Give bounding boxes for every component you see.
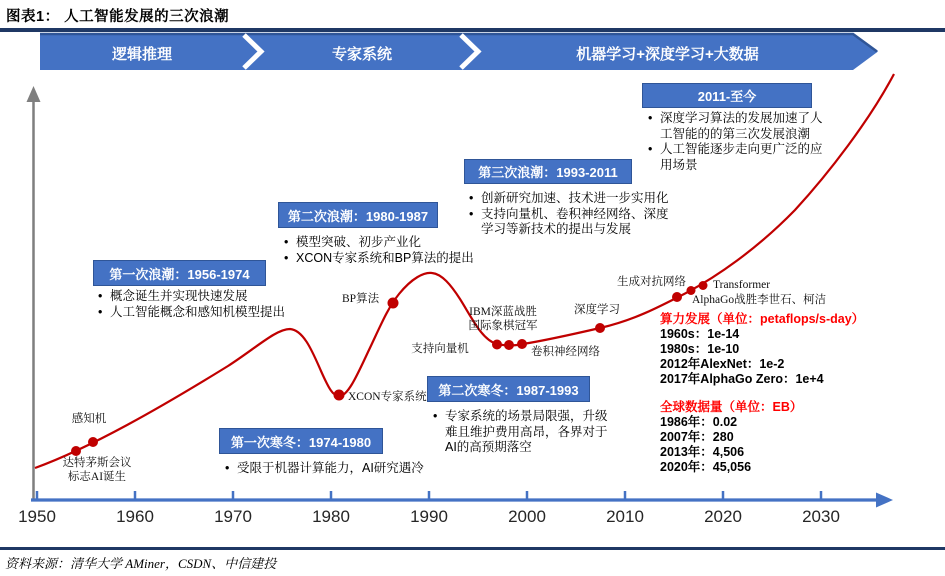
wave2-title: 第二次浪潮：1980-1987 <box>287 208 429 224</box>
x-tick-label-1980: 1980 <box>312 507 350 526</box>
stat-line: 1986年：0.02 <box>660 415 738 429</box>
figure-title: 图表1： 人工智能发展的三次浪潮 <box>6 9 230 25</box>
x-tick-label-1960: 1960 <box>116 507 154 526</box>
bullet-item: • 专家系统的场景局限强，升级难且维护费用高昂，各界对于AI的高预期落空 <box>430 409 611 456</box>
label-deep-learning: 深度学习 <box>574 304 620 316</box>
stat-line: 2013年：4,506 <box>660 445 745 459</box>
bullet-item: • 人工智能概念和感知机模型提出 <box>95 305 335 321</box>
label-svm: 支持向量机 <box>411 343 469 355</box>
dot-svm <box>492 340 502 350</box>
label-deep-blue-line2: 国际象棋冠军 <box>468 319 538 332</box>
label-gan: 生成对抗网络 <box>617 276 686 288</box>
x-axis-arrow-icon <box>876 493 893 508</box>
x-tick-label-2000: 2000 <box>508 507 546 526</box>
winter1-box <box>219 428 383 454</box>
winter2-box <box>427 376 590 402</box>
dot-cnn <box>517 339 527 349</box>
data-volume-stats <box>660 400 940 475</box>
stage-label-expert: 专家系统 <box>331 46 392 63</box>
dot-transformer <box>699 281 708 290</box>
source-note: 资料来源：清华大学 AMiner，CSDN、中信建投 <box>5 556 277 571</box>
dot-dartmouth <box>71 446 81 456</box>
label-deep-blue-line1: IBM深蓝战胜 <box>469 306 537 318</box>
wave3-box <box>464 159 632 184</box>
bullet-item: • 受限于机器计算能力，AI研究遇冷 <box>222 461 462 477</box>
x-tick-label-2010: 2010 <box>606 507 644 526</box>
label-xcon: XCON专家系统 <box>348 391 427 403</box>
label-dartmouth-line1: 达特茅斯会议 <box>62 457 132 469</box>
wave3-notes <box>466 191 672 238</box>
label-bp: BP算法 <box>342 293 380 305</box>
label-cnn: 卷积神经网络 <box>531 346 600 358</box>
winter1-title: 第一次寒冬：1974-1980 <box>230 434 372 450</box>
stat-line: 2007年：280 <box>660 430 734 444</box>
wave2-notes <box>281 235 511 266</box>
wave1-notes <box>95 289 335 320</box>
label-dartmouth-line2: 标志AI诞生 <box>67 470 127 483</box>
x-tick-label-1990: 1990 <box>410 507 448 526</box>
x-tick-label-1950: 1950 <box>18 507 56 526</box>
label-dartmouth <box>43 457 151 484</box>
wave1-title: 第一次浪潮：1956-1974 <box>109 266 250 282</box>
bullet-item: • 支持向量机、卷积神经网络、深度学习等新技术的提出与发展 <box>466 207 672 238</box>
winter2-notes <box>430 409 611 456</box>
stage-label-ml-dl-bigdata: 机器学习+深度学习+大数据 <box>576 46 759 63</box>
winter1-notes <box>222 461 462 477</box>
stat-line: 2020年：45,056 <box>660 460 752 474</box>
bullet-item: • 概念诞生并实现快速发展 <box>95 289 335 305</box>
dot-gan <box>672 292 682 302</box>
compute-power-header: 算力发展（单位：petaflops/s-day） <box>660 312 865 326</box>
dot-deep-learning <box>595 323 605 333</box>
wave4-notes <box>645 111 827 173</box>
y-axis-arrow-icon <box>27 86 41 102</box>
label-transformer: Transformer <box>713 279 771 291</box>
label-perceptron: 感知机 <box>71 413 107 425</box>
stat-line: 2017年AlphaGo Zero：1e+4 <box>660 372 824 386</box>
compute-power-stats <box>660 312 940 387</box>
data-volume-header: 全球数据量（单位：EB） <box>660 400 803 414</box>
stage-label-logic: 逻辑推理 <box>111 46 172 63</box>
bullet-item: • 创新研究加速、技术进一步实用化 <box>466 191 672 207</box>
wave3-title: 第三次浪潮：1993-2011 <box>478 165 618 180</box>
wave2-box <box>278 202 438 228</box>
wave1-box <box>93 260 266 286</box>
label-alphago: AlphaGo战胜李世石、柯洁 <box>692 294 827 306</box>
footer-rule <box>0 547 945 550</box>
title-rule <box>0 28 945 32</box>
stat-line: 2012年AlexNet：1e-2 <box>660 357 785 371</box>
dot-xcon <box>334 390 345 401</box>
wave4-title: 2011-至今 <box>697 89 757 104</box>
label-deep-blue <box>460 306 546 333</box>
winter2-title: 第二次寒冬：1987-1993 <box>438 382 579 398</box>
bullet-item: • 深度学习算法的发展加速了人工智能的的第三次发展浪潮 <box>645 111 827 142</box>
x-tick-label-1970: 1970 <box>214 507 252 526</box>
wave4-box <box>642 83 812 108</box>
x-tick-label-2020: 2020 <box>704 507 742 526</box>
x-axis-ticks <box>37 491 821 499</box>
bullet-item: • 模型突破、初步产业化 <box>281 235 511 251</box>
stat-line: 1960s：1e-14 <box>660 327 740 341</box>
bullet-item: • 人工智能逐步走向更广泛的应用场景 <box>645 142 827 173</box>
stat-line: 1980s：1e-10 <box>660 342 740 356</box>
dot-deep-blue <box>504 340 514 350</box>
bullet-item: • XCON专家系统和BP算法的提出 <box>281 251 511 267</box>
dot-perceptron <box>88 437 98 447</box>
x-tick-label-2030: 2030 <box>802 507 840 526</box>
dot-bp <box>388 298 399 309</box>
